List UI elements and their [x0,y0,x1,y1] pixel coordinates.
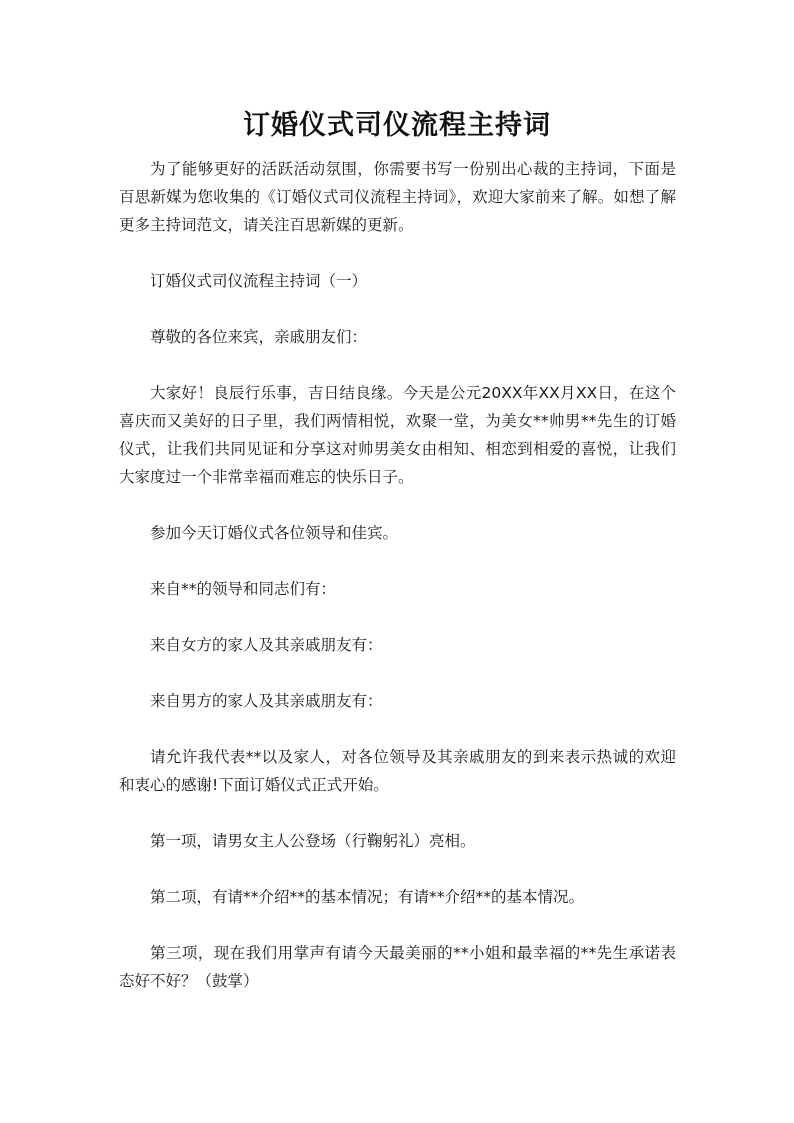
intro-paragraph: 为了能够更好的活跃活动氛围，你需要书写一份别出心裁的主持词，下面是百思新媒为您收集的《订婚仪式司仪流程主持词》，欢迎大家前来了解。如想了解更多主持词范文，请关注百思新媒的更新。 [119,160,676,234]
welcome-paragraph: 请允许我代表**以及家人，对各位领导及其亲戚朋友的到来表示热诚的欢迎和衷心的感谢!下面订婚仪式正式开始。 [119,748,676,794]
groom-family-paragraph: 来自男方的家人及其亲戚朋友有： [150,692,383,710]
document-title: 订婚仪式司仪流程主持词 [243,110,551,141]
section-heading: 订婚仪式司仪流程主持词（一） [150,272,368,290]
bride-family-paragraph: 来自女方的家人及其亲戚朋友有： [150,636,383,654]
step-one-paragraph: 第一项，请男女主人公登场（行鞠躬礼）亮相。 [150,832,476,850]
paragraph-gap [119,547,676,575]
leaders-paragraph: 来自**的领导和同志们有： [150,580,337,598]
paragraph-gap [119,715,676,743]
step-two-paragraph: 第二项，有请**介绍**的基本情况；有请**介绍**的基本情况。 [150,888,585,906]
salutation-paragraph: 尊敬的各位来宾，亲戚朋友们： [150,328,368,346]
step-three-paragraph: 第三项，现在我们用掌声有请今天最美丽的**小姐和最幸福的**先生承诺表态好不好？（鼓掌） [119,944,676,990]
document-body [119,155,676,995]
guests-paragraph: 参加今天订婚仪式各位领导和佳宾。 [150,524,399,542]
paragraph-gap [119,603,676,631]
paragraph-gap [119,491,676,519]
opening-paragraph: 大家好！良辰行乐事，吉日结良缘。今天是公元20XX年XX月XX日，在这个喜庆而又美好的日子里，我们两情相悦，欢聚一堂，为美女**帅男**先生的订婚仪式，让我们共同见证和分享这对帅男美女由相知、相恋到相爱的喜悦，让我们大家度过一个非常幸福而难忘的快乐日子。 [119,384,676,486]
paragraph-gap [119,239,676,267]
paragraph-gap [119,799,676,827]
paragraph-gap [119,911,676,939]
paragraph-gap [119,351,676,379]
paragraph-gap [119,659,676,687]
paragraph-gap [119,855,676,883]
paragraph-gap [119,295,676,323]
